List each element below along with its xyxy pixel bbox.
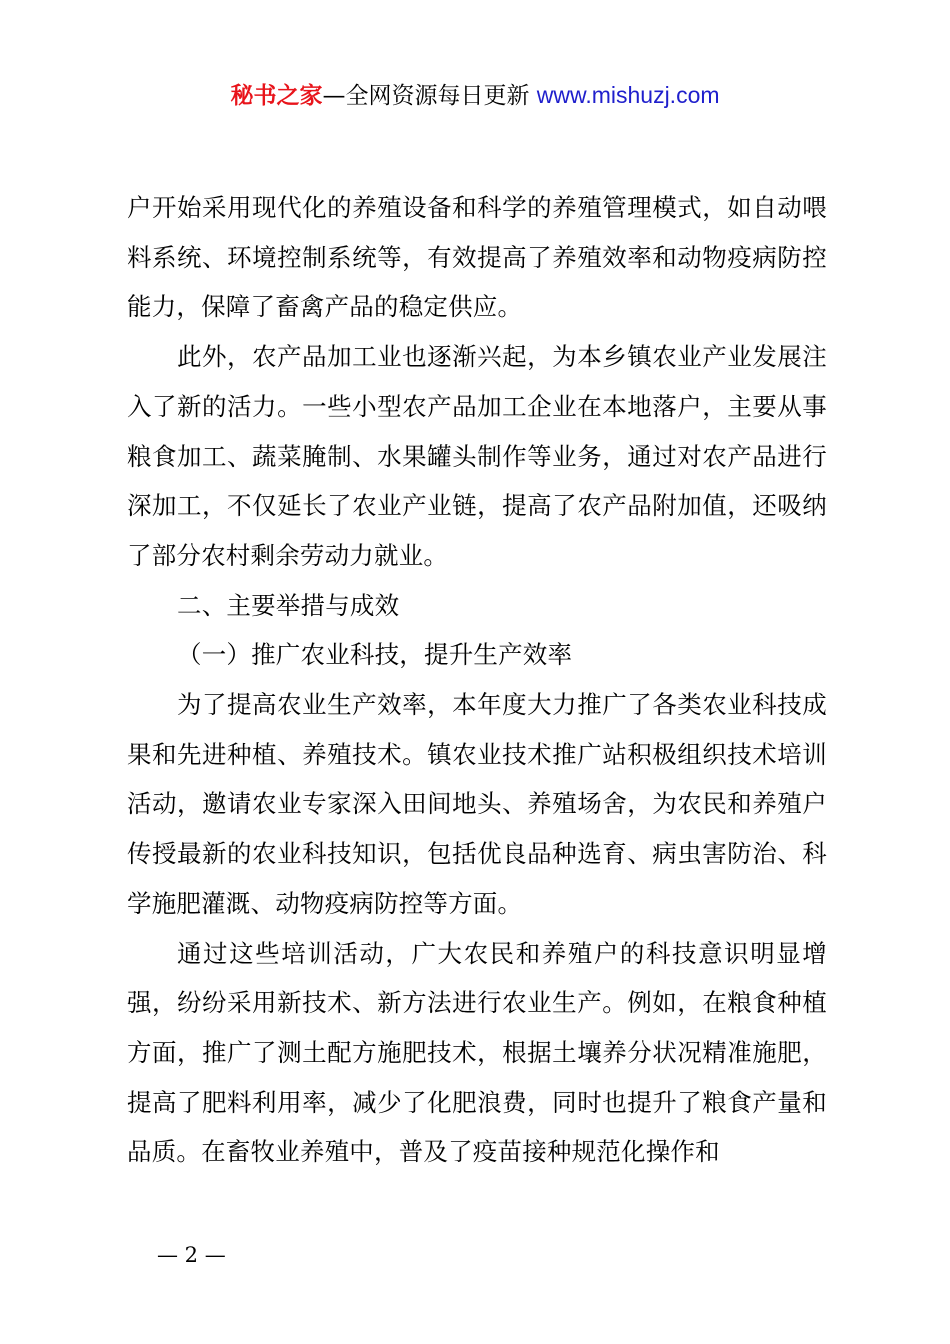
document-body [127, 183, 827, 1177]
paragraph-agri-processing: 此外，农产品加工业也逐渐兴起，为本乡镇农业产业发展注入了新的活力。一些小型农产品加工企业在本地落户，主要从事粮食加工、蔬菜腌制、水果罐头制作等业务，通过对农产品进行深加工，不仅延长了农业产业链，提高了农产品附加值，还吸纳了部分农村剩余劳动力就业。 [127, 342, 827, 570]
page-number: — 2 — [157, 1243, 226, 1267]
header-tagline: —全网资源每日更新 [322, 83, 530, 109]
subsection-heading: （一）推广农业科技，提升生产效率 [177, 640, 573, 670]
paragraph-continuation: 户开始采用现代化的养殖设备和科学的养殖管理模式，如自动喂料系统、环境控制系统等，有效提高了养殖效率和动物疫病防控能力，保障了畜禽产品的稳定供应。 [127, 193, 827, 322]
section-heading: 二、主要举措与成效 [177, 590, 400, 620]
page-header [0, 78, 950, 113]
paragraph-training-results: 通过这些培训活动，广大农民和养殖户的科技意识明显增强，纷纷采用新技术、新方法进行农业生产。例如，在粮食种植方面，推广了测土配方施肥技术，根据土壤养分状况精准施肥，提高了肥料利用率，减少了化肥浪费，同时也提升了粮食产量和品质。在畜牧业养殖中，普及了疫苗接种规范化操作和 [127, 938, 827, 1167]
paragraph-tech-promotion: 为了提高农业生产效率，本年度大力推广了各类农业科技成果和先进种植、养殖技术。镇农业技术推广站积极组织技术培训活动，邀请农业专家深入田间地头、养殖场舍，为农民和养殖户传授最新的农业科技知识，包括优良品种选育、病虫害防治、科学施肥灌溉、动物疫病防控等方面。 [127, 690, 827, 918]
site-url-link[interactable]: www.mishuzj.com [536, 82, 720, 108]
brand-name: 秘书之家 [230, 83, 323, 109]
